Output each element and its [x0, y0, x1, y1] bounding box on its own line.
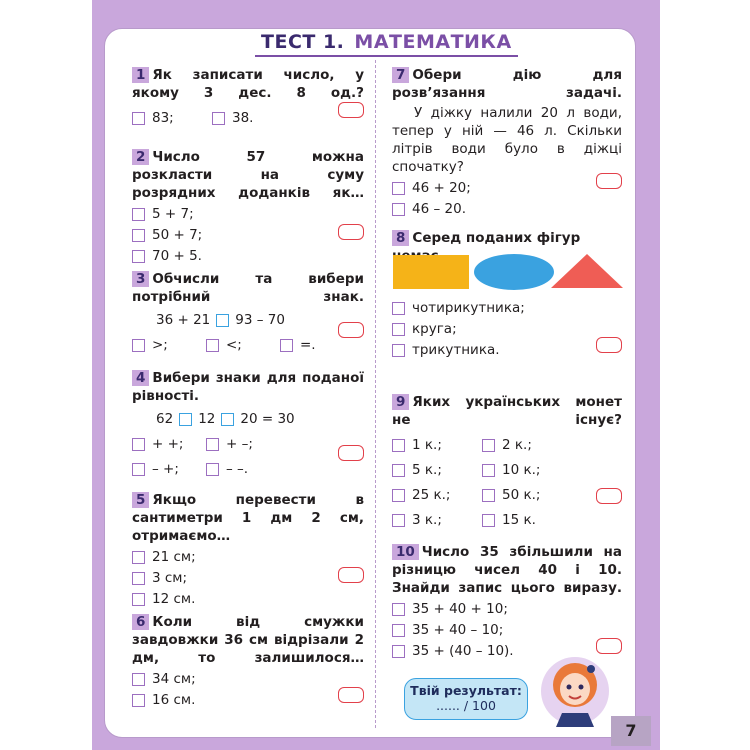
- answer-box-4[interactable]: [338, 445, 364, 461]
- option-a[interactable]: 5 + 7;: [132, 205, 364, 223]
- question-3: 3 Обчисли та вибери потрібний знак. 36 + 21 93 – 70 >; <; =.: [132, 271, 364, 353]
- answer-box-1[interactable]: [338, 102, 364, 118]
- option-a[interactable]: 34 см;: [132, 670, 364, 688]
- answer-box-5[interactable]: [338, 567, 364, 583]
- answer-box-10[interactable]: [596, 638, 622, 654]
- question-10: 10 Число 35 збільшили на різницю чисел 40 і 10. Знайди запис цього виразу. 35 + 40 + 10; 35 + 40 – 10; 35 + (40 – 10).: [392, 544, 622, 659]
- problem-text: У діжку налили 20 л води, тепер у ній — 46 л. Скільки літрів води було в діжці спочатку?: [392, 105, 622, 175]
- option-b[interactable]: 35 + 40 – 10;: [392, 621, 622, 639]
- page-number: 7: [611, 716, 651, 746]
- rectangle-shape: [393, 255, 469, 289]
- option-38[interactable]: 38.: [212, 109, 253, 127]
- question-text: Вибери знаки для поданої рівності.: [132, 370, 364, 404]
- checkbox[interactable]: [212, 112, 225, 125]
- answer-box-6[interactable]: [338, 687, 364, 703]
- checkbox[interactable]: [132, 112, 145, 125]
- option-b[interactable]: 3 см;: [132, 569, 364, 587]
- ellipse-shape: [474, 254, 554, 290]
- option-eq[interactable]: =.: [280, 336, 316, 354]
- option-c[interactable]: 70 + 5.: [132, 247, 364, 265]
- blank-box[interactable]: [216, 314, 229, 327]
- result-label: Твій результат:: [410, 683, 522, 698]
- title-subject: МАТЕМАТИКА: [354, 31, 512, 53]
- option-c[interactable]: трикутника.: [392, 341, 622, 359]
- question-text: Як записати число, у якому 3 дес. 8 од.?: [132, 67, 364, 101]
- answer-box-7[interactable]: [596, 173, 622, 189]
- question-8-options: [392, 296, 622, 359]
- option-lt[interactable]: <;: [206, 336, 280, 354]
- option-c[interactable]: 12 см.: [132, 590, 364, 608]
- question-text: Обчисли та вибери потрібний знак.: [132, 271, 364, 305]
- option-b[interactable]: круга;: [392, 320, 622, 338]
- girl-illustration-icon: [540, 655, 610, 727]
- question-8: 8 Серед поданих фігур: [392, 229, 622, 265]
- question-text: Коли від смужки завдовжки 36 см відрізали 2 дм, то залишилося…: [132, 614, 364, 666]
- option-a[interactable]: чотирикутника;: [392, 299, 622, 317]
- question-text: Число 35 збільшили на різницю чисел 40 і 10. Знайди запис цього виразу.: [392, 544, 622, 596]
- option-83[interactable]: 83;: [132, 109, 212, 127]
- answer-box-3[interactable]: [338, 322, 364, 338]
- option-gt[interactable]: >;: [132, 336, 206, 354]
- option-b[interactable]: 46 – 20.: [392, 200, 622, 218]
- expression: 62 12 20 = 30: [156, 411, 295, 427]
- option-d[interactable]: – –.: [206, 460, 248, 478]
- question-7: 7 Обери дію для розв’язання задачі. У діжку налили 20 л води, тепер у ній — 46 л. Скільки літрів води було в діжці спочатку? 46 + 20; 46 – 20.: [392, 67, 622, 217]
- question-text: Яких українських монет не існує?: [392, 394, 622, 428]
- option-c[interactable]: 35 + (40 – 10).: [392, 642, 622, 660]
- result-box: [404, 678, 528, 720]
- option-b[interactable]: + –;: [206, 435, 253, 453]
- option-c[interactable]: – +;: [132, 460, 206, 478]
- question-text: Серед поданих фігур: [412, 230, 581, 246]
- option-a[interactable]: 46 + 20;: [392, 179, 622, 197]
- option-a[interactable]: 21 см;: [132, 548, 364, 566]
- triangle-shape: [551, 254, 623, 288]
- question-text: Якщо перевести в сантиметри 1 дм 2 см, отримаємо…: [132, 492, 364, 544]
- question-number: 1: [132, 67, 149, 83]
- option-b[interactable]: 50 + 7;: [132, 226, 364, 244]
- option-a[interactable]: + +;: [132, 435, 206, 453]
- option-b[interactable]: 16 см.: [132, 691, 364, 709]
- column-divider: [375, 60, 376, 728]
- question-1: [132, 66, 364, 127]
- result-value[interactable]: ...... / 100: [436, 698, 496, 713]
- title-main: ТЕСТ 1.: [261, 31, 345, 53]
- page-title: [255, 31, 518, 57]
- question-4: 4 Вибери знаки для поданої рівності. 62 12 20 = 30 + +; + –; – +; – –.: [132, 370, 364, 477]
- question-5: 5 Якщо перевести в сантиметри 1 дм 2 см, отримаємо… 21 см; 3 см; 12 см.: [132, 492, 364, 607]
- answer-box-9[interactable]: [596, 488, 622, 504]
- answer-box-8[interactable]: [596, 337, 622, 353]
- question-6: 6 Коли від смужки завдовжки 36 см відрізали 2 дм, то залишилося… 34 см; 16 см.: [132, 614, 364, 708]
- question-text: Число 57 можна розкласти на суму розрядних доданків як…: [132, 149, 364, 201]
- question-text: Обери дію для розв’язання задачі.: [392, 67, 622, 101]
- answer-box-2[interactable]: [338, 224, 364, 240]
- question-9: 9 Яких українських монет не існує? 1 к.; 2 к.; 5 к.; 10 к.; 25 к.; 50 к.; 3 к.; 15 к.: [392, 394, 622, 528]
- option-a[interactable]: 35 + 40 + 10;: [392, 600, 622, 618]
- question-2: 2 Число 57 можна розкласти на суму розрядних доданків як… 5 + 7; 50 + 7; 70 + 5.: [132, 149, 364, 264]
- expression: 36 + 21 93 – 70: [156, 312, 285, 328]
